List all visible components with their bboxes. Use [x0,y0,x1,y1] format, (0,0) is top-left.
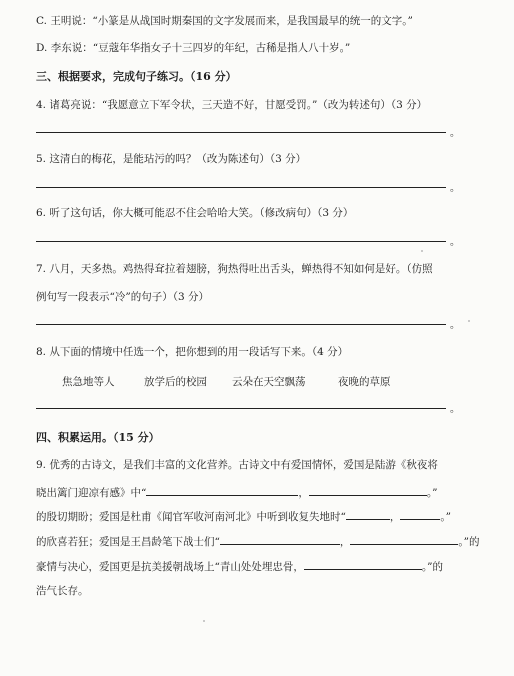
question-9-line-2 [36,485,438,500]
question-9-line-3 [36,509,451,524]
question-9-line-6: 浩气长存。 [36,585,89,597]
question-9-line-5 [36,559,443,574]
option-c: C. 王明说：“小篆是从战国时期秦国的文字发展而来，是我国最早的统一的文字。” [36,15,413,27]
q9-end-3: 。”的 [458,536,480,548]
section-4-title: 四、积累运用。（15 分） [36,431,160,444]
q8-option-4: 夜晚的草原 [338,376,391,388]
q9-blank-4[interactable] [400,509,440,520]
q9-blank-5[interactable] [220,534,340,545]
q9-sep-2: ， [389,511,401,523]
q9-blank-3[interactable] [346,509,390,520]
answer-line-end-q7: 。 [450,320,460,331]
q9-blank-7[interactable] [304,559,422,570]
q9-sep-1: ， [298,487,309,499]
question-9-line-1: 9. 优秀的古诗文，是我们丰富的文化营养。古诗文中有爱国情怀，爱国是陆游《秋夜将 [36,459,438,471]
answer-line-q8[interactable] [36,408,446,409]
answer-line-q4[interactable] [36,132,446,133]
q9-blank-1[interactable] [146,485,298,496]
question-7-line-1: 7. 八月，天多热。鸡热得耷拉着翅膀，狗热得吐出舌头，蝉热得不知如何是好。（仿照 [36,263,433,275]
answer-line-q7[interactable] [36,324,446,325]
q8-option-1: 焦急地等人 [62,376,115,388]
answer-line-end-q6: 。 [450,237,460,248]
answer-line-end-q5: 。 [450,183,460,194]
paper-speck [203,620,205,622]
paper-speck [468,320,470,322]
q9-end-4: 。”的 [421,561,443,573]
q9-line-5-text: 豪情与决心，爱国更是抗美援朝战场上“青山处处埋忠骨， [36,561,304,573]
paper-speck [421,250,423,252]
answer-line-q6[interactable] [36,241,446,242]
question-8: 8. 从下面的情境中任选一个，把你想到的用一段话写下来。（4 分） [36,346,349,358]
question-5: 5. 这清白的梅花，是能玷污的吗？（改为陈述句）（3 分） [36,153,307,165]
option-d: D. 李东说：“豆蔻年华指女子十三四岁的年纪，古稀是指人八十岁。” [36,42,351,54]
q9-end-1: 。” [426,487,438,499]
q9-sep-3: ， [339,536,351,548]
answer-line-q5[interactable] [36,187,446,188]
q8-option-3: 云朵在天空飘荡 [232,376,306,388]
question-7-line-2: 例句写一段表示“冷”的句子）（3 分） [36,291,210,303]
answer-line-end-q8: 。 [450,404,460,415]
question-4: 4. 诸葛亮说：“我愿意立下军令状，三天造不好，甘愿受罚。”（改为转述句）（3 分） [36,99,428,111]
q9-blank-2[interactable] [309,485,427,496]
q9-line-2-text: 晓出篱门迎凉有感》中“ [36,487,147,499]
q9-line-4-text: 的欣喜若狂；爱国是王昌龄笔下战士们“ [36,536,220,548]
q9-blank-6[interactable] [350,534,458,545]
section-3-title: 三、根据要求，完成句子练习。（16 分） [36,70,237,83]
q9-end-2: 。” [440,511,451,523]
answer-line-end-q4: 。 [450,128,460,139]
question-9-line-4 [36,534,480,549]
q9-line-3-text: 的殷切期盼；爱国是杜甫《闻官军收河南河北》中听到收复失地时“ [36,511,346,523]
q8-option-2: 放学后的校园 [144,376,207,388]
question-6: 6. 听了这句话，你大概可能忍不住会哈哈大笑。（修改病句）（3 分） [36,207,354,219]
